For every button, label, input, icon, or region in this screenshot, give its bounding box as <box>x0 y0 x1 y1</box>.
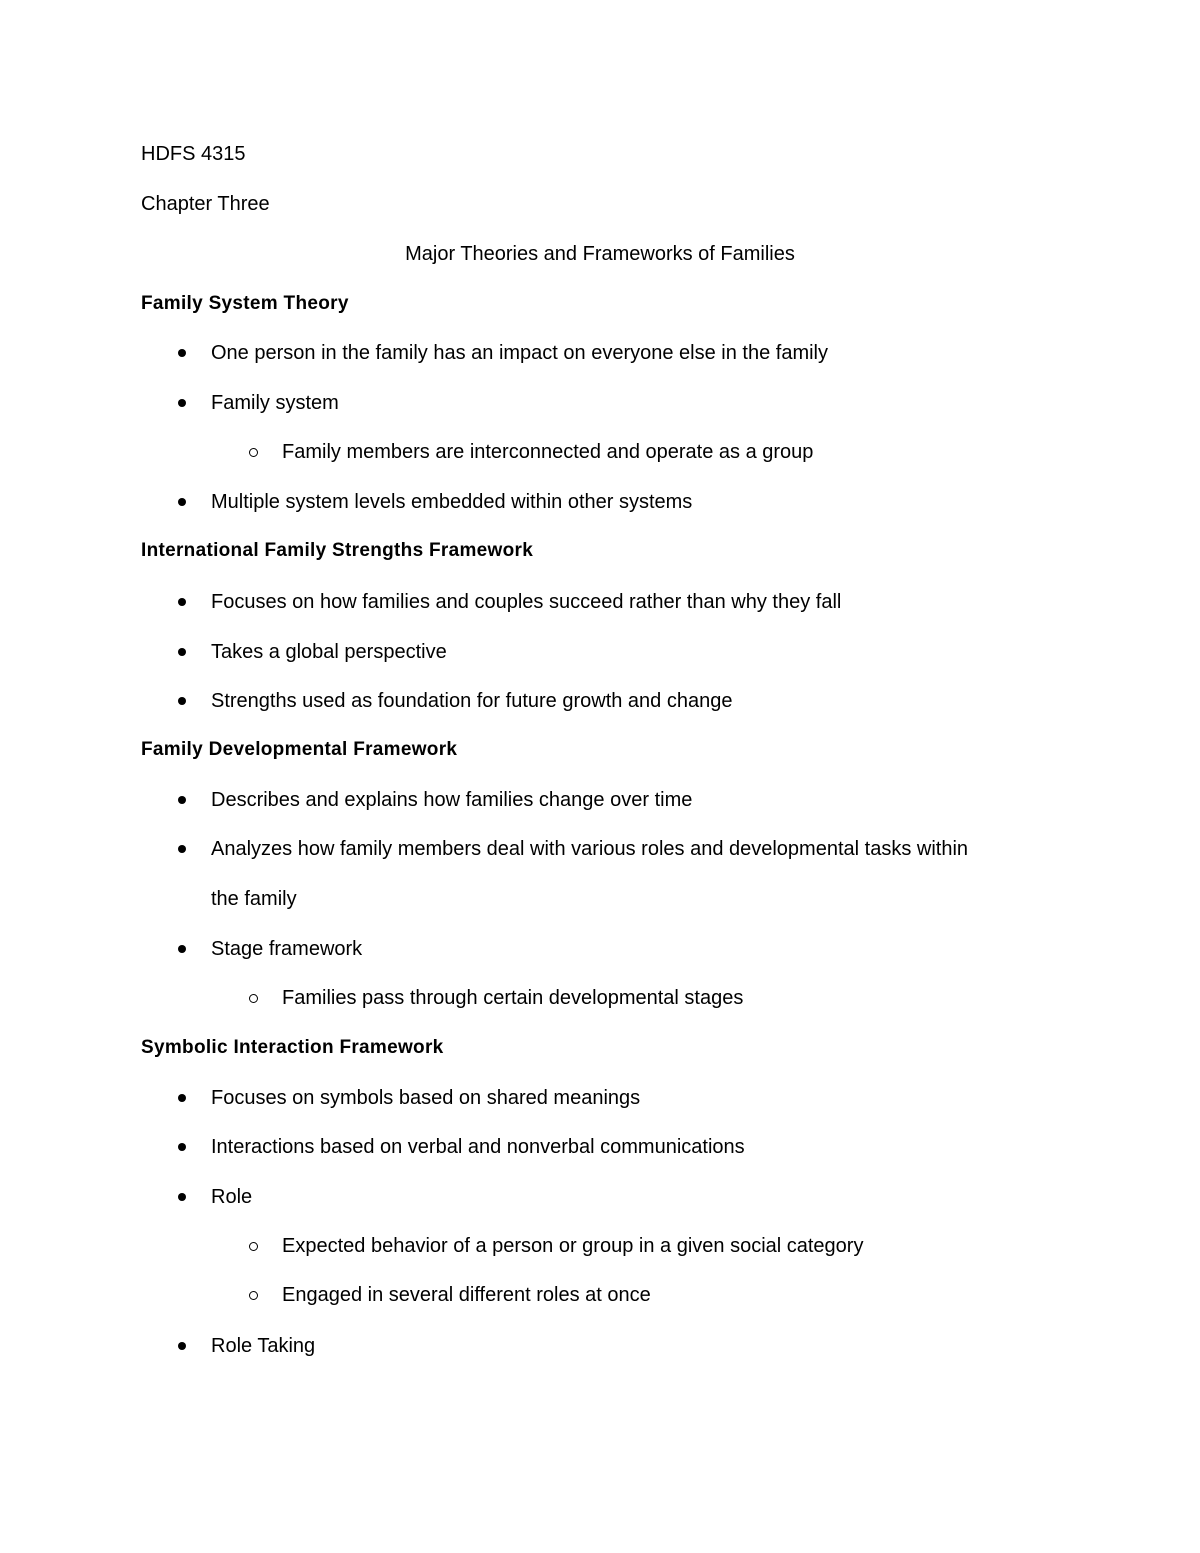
list-item: Takes a global perspective <box>211 641 447 663</box>
bullet-icon <box>178 945 186 953</box>
section-heading-symbolic-interaction: Symbolic Interaction Framework <box>141 1037 444 1058</box>
list-item: Interactions based on verbal and nonverbal communications <box>211 1136 745 1158</box>
section-heading-family-developmental: Family Developmental Framework <box>141 739 458 760</box>
sub-bullet-icon <box>249 1242 258 1251</box>
sub-bullet-icon <box>249 994 258 1003</box>
sub-list-item: Engaged in several different roles at once <box>282 1284 651 1306</box>
bullet-icon <box>178 399 186 407</box>
list-item: Role <box>211 1186 253 1208</box>
list-item: Strengths used as foundation for future growth and change <box>211 690 733 712</box>
section-heading-family-system-theory: Family System Theory <box>141 293 349 314</box>
sub-list-item: Expected behavior of a person or group in a given social category <box>282 1235 864 1257</box>
list-item: Analyzes how family members deal with various roles and developmental tasks within <box>211 838 969 860</box>
bullet-icon <box>178 1342 186 1350</box>
sub-bullet-icon <box>249 1291 258 1300</box>
bullet-icon <box>178 648 186 656</box>
sub-list-item: Family members are interconnected and operate as a group <box>282 441 814 463</box>
bullet-icon <box>178 796 186 804</box>
bullet-icon <box>178 845 186 853</box>
list-item: Multiple system levels embedded within other systems <box>211 491 693 513</box>
bullet-icon <box>178 1143 186 1151</box>
list-item: Focuses on how families and couples succeed rather than why they fall <box>211 591 842 613</box>
list-item-continuation: the family <box>211 888 297 910</box>
document-title: Major Theories and Frameworks of Families <box>405 243 795 265</box>
list-item: Focuses on symbols based on shared meanings <box>211 1087 641 1109</box>
list-item: Role Taking <box>211 1335 316 1357</box>
bullet-icon <box>178 697 186 705</box>
bullet-icon <box>178 498 186 506</box>
bullet-icon <box>178 598 186 606</box>
sub-list-item: Families pass through certain developmental stages <box>282 987 744 1009</box>
sub-bullet-icon <box>249 448 258 457</box>
section-heading-international-family-strengths: International Family Strengths Framework <box>141 540 534 561</box>
bullet-icon <box>178 1193 186 1201</box>
list-item: Describes and explains how families change over time <box>211 789 693 811</box>
bullet-icon <box>178 1094 186 1102</box>
chapter-label: Chapter Three <box>141 193 270 215</box>
course-code: HDFS 4315 <box>141 143 246 165</box>
bullet-icon <box>178 349 186 357</box>
list-item: Family system <box>211 392 339 414</box>
list-item: One person in the family has an impact on everyone else in the family <box>211 342 828 364</box>
list-item: Stage framework <box>211 938 363 960</box>
